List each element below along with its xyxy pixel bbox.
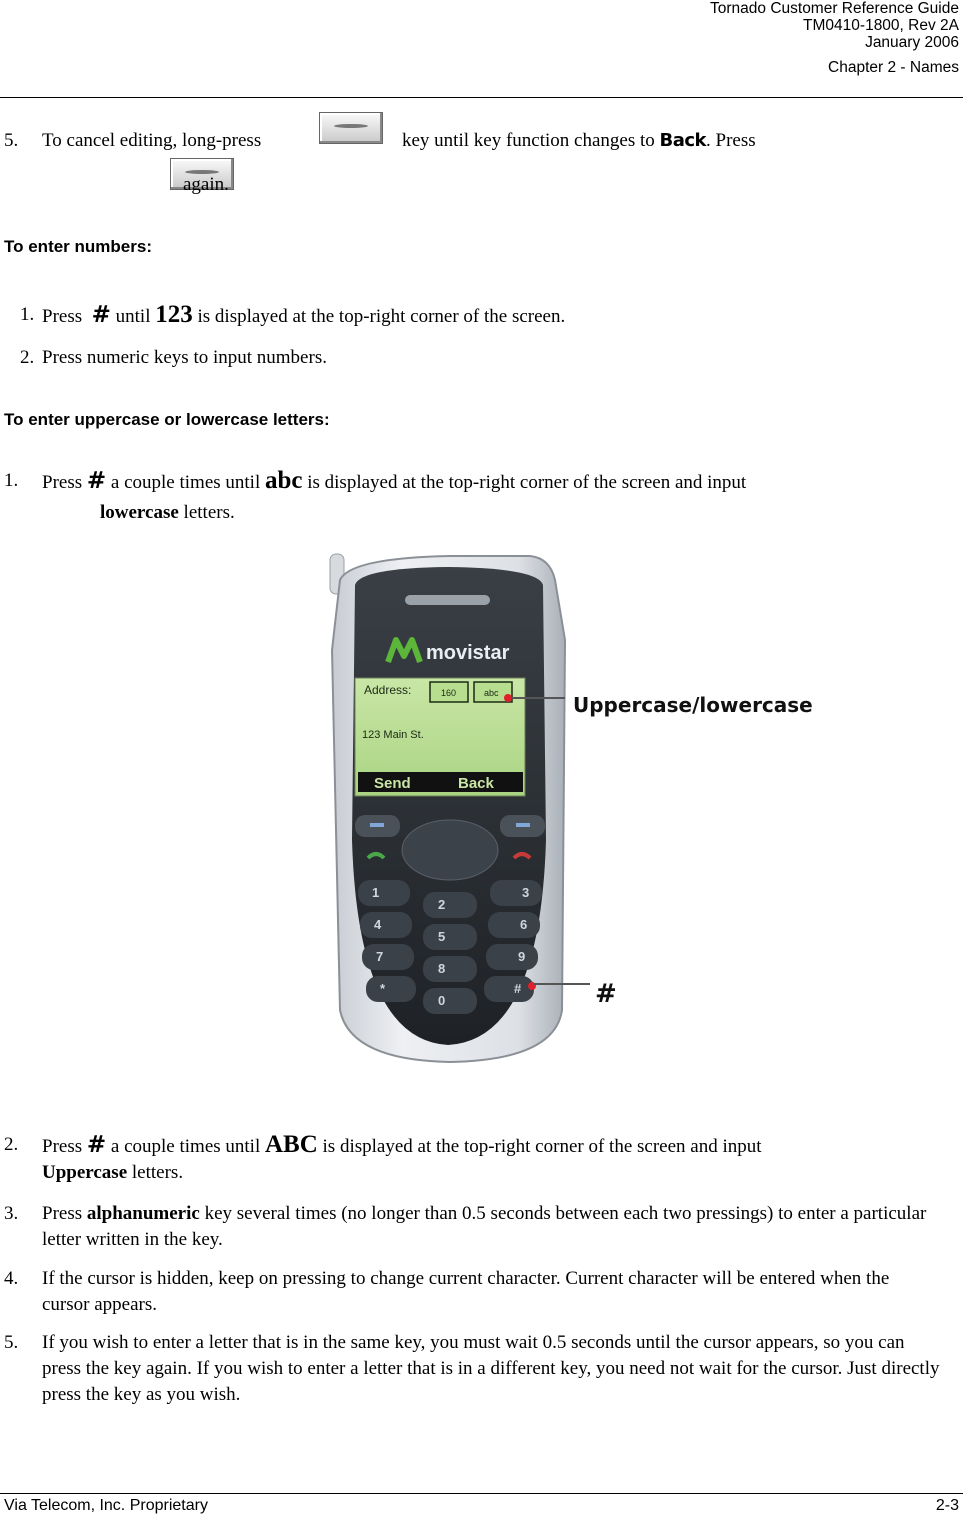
hash-key-symbol: # xyxy=(86,468,107,494)
screen-field-label: Address: xyxy=(364,683,412,697)
header-date: January 2006 xyxy=(865,34,959,51)
back-label: Back xyxy=(659,130,707,151)
numbers-heading: To enter numbers: xyxy=(4,237,152,256)
hash-key-symbol: # xyxy=(86,1132,107,1158)
mode-123: 123 xyxy=(155,301,193,328)
footer-rule xyxy=(0,1493,963,1494)
letters-heading: To enter uppercase or lowercase letters: xyxy=(4,410,330,429)
hash-key-symbol: # xyxy=(91,302,111,328)
brand-logo: movistar xyxy=(426,642,510,664)
screen-mode-case-text: abc xyxy=(484,688,499,698)
svg-text:0: 0 xyxy=(438,993,446,1008)
numbers-step-2: 2. Press numeric keys to input numbers. xyxy=(20,347,327,368)
svg-text:#: # xyxy=(514,981,522,996)
uppercase-emphasis: Uppercase xyxy=(42,1162,128,1183)
letters-step-3: 3. Press alphanumeric key several times (no longer than 0.5 seconds between each two pressings) to enter a particular letter written in the key. xyxy=(4,1203,927,1250)
svg-text:8: 8 xyxy=(438,961,446,976)
letters-step-1: 1. Press # a couple times until abc is displayed at the top-right corner of the screen and input lowercase letters. xyxy=(4,467,747,523)
alphanumeric-emphasis: alphanumeric xyxy=(86,1203,200,1224)
soft-right-label: Back xyxy=(458,775,494,792)
step-text: again. xyxy=(183,174,229,195)
svg-text:6: 6 xyxy=(520,917,528,932)
phone-illustration xyxy=(300,540,820,1070)
letters-step-5: 5. If you wish to enter a letter that is in the same key, you must wait 0.5 seconds until the cursor appears, so you can press the key again. If you wish to enter a letter that is in a different key, you need not wait for the cursor. Just directly press the key as you wish. xyxy=(4,1332,940,1405)
keypad xyxy=(358,880,542,1014)
screen-text: 123 Main St. xyxy=(362,729,424,741)
soft-left-label: Send xyxy=(374,775,411,792)
step-text: To cancel editing, long-press xyxy=(42,130,262,151)
header-doc-number: TM0410-1800, Rev 2A xyxy=(803,17,959,34)
svg-text:3: 3 xyxy=(522,885,530,900)
numbers-step-1: 1. Press # until 123 is displayed at the top-right corner of the screen. xyxy=(20,301,566,328)
step-text-line: key until key function changes to Back. Press xyxy=(402,130,756,151)
letters-step-4: 4. If the cursor is hidden, keep on pressing to change current character. Current character will be entered when the cursor appears. xyxy=(4,1268,890,1315)
step-number: 5. xyxy=(4,130,19,151)
header-chapter: Chapter 2 - Names xyxy=(828,59,959,76)
callout-hash: # xyxy=(595,979,617,1009)
footer-page-number: 2-3 xyxy=(935,1497,959,1514)
lowercase-emphasis: lowercase xyxy=(100,502,179,523)
footer-company: Via Telecom, Inc. Proprietary xyxy=(4,1497,208,1514)
phone-image xyxy=(300,540,820,1070)
screen-mode-num-text: 160 xyxy=(441,688,457,698)
header-title: Tornado Customer Reference Guide xyxy=(710,0,959,17)
svg-text:7: 7 xyxy=(376,949,384,964)
svg-text:1: 1 xyxy=(372,885,380,900)
svg-text:9: 9 xyxy=(518,949,526,964)
callout-uppercase-lowercase: Uppercase/lowercase xyxy=(573,693,813,717)
letters-step-2: 2. Press # a couple times until ABC is displayed at the top-right corner of the screen and input Uppercase letters. xyxy=(4,1131,762,1183)
svg-text:5: 5 xyxy=(438,929,446,944)
soft-key-icon xyxy=(319,112,383,144)
svg-text:*: * xyxy=(380,981,386,996)
svg-text:4: 4 xyxy=(374,917,382,932)
mode-ABC: ABC xyxy=(264,1131,318,1158)
doc-header xyxy=(710,0,959,76)
svg-text:2: 2 xyxy=(438,897,446,912)
mode-abc: abc xyxy=(264,467,303,494)
header-rule xyxy=(0,97,963,98)
cancel-editing-step xyxy=(0,112,963,202)
